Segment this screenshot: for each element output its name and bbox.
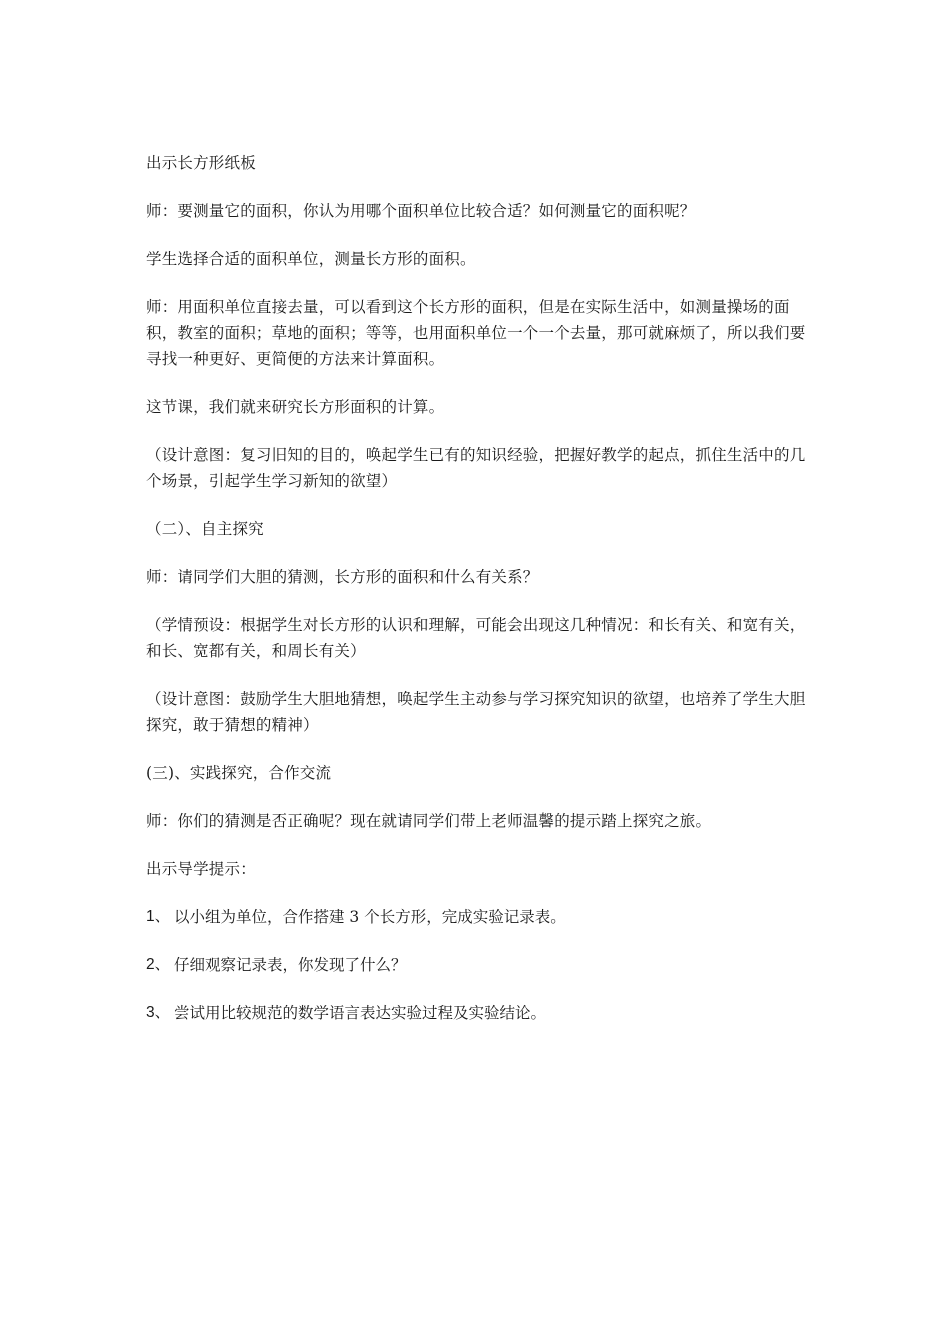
list-text: 仔细观察记录表，你发现了什么？ bbox=[174, 956, 407, 974]
list-number: 1、 bbox=[146, 908, 171, 925]
list-item bbox=[146, 904, 814, 930]
list-text: 尝试用比较规范的数学语言表达实验过程及实验结论。 bbox=[174, 1004, 547, 1022]
paragraph: 学生选择合适的面积单位，测量长方形的面积。 bbox=[146, 250, 476, 268]
paragraph: （学情预设：根据学生对长方形的认识和理解，可能会出现这几种情况：和长有关、和宽有关，和长、宽都有关，和周长有关） bbox=[146, 616, 806, 660]
paragraph: 出示长方形纸板 bbox=[146, 154, 256, 172]
paragraph: （设计意图：复习旧知的目的，唤起学生已有的知识经验，把握好教学的起点，抓住生活中的几个场景，引起学生学习新知的欲望） bbox=[146, 446, 806, 490]
list-number: 3、 bbox=[146, 1004, 171, 1021]
paragraph: 师：要测量它的面积，你认为用哪个面积单位比较合适？如何测量它的面积呢？ bbox=[146, 202, 696, 220]
document-body bbox=[146, 150, 814, 1048]
list-item bbox=[146, 952, 814, 978]
list-text: 以小组为单位，合作搭建 3 个长方形，完成实验记录表。 bbox=[174, 908, 566, 926]
paragraph: 出示导学提示： bbox=[146, 860, 256, 878]
list-number: 2、 bbox=[146, 956, 171, 973]
section-heading: （二）、自主探究 bbox=[146, 520, 264, 538]
paragraph: 这节课，我们就来研究长方形面积的计算。 bbox=[146, 398, 445, 416]
section-heading: (三)、实践探究，合作交流 bbox=[146, 764, 332, 782]
paragraph: 师：用面积单位直接去量，可以看到这个长方形的面积，但是在实际生活中，如测量操场的面积，教室的面积；草地的面积；等等，也用面积单位一个一个去量，那可就麻烦了，所以我们要寻找一种更好、更简便的方法来计算面积。 bbox=[146, 298, 806, 368]
paragraph: 师：你们的猜测是否正确呢？现在就请同学们带上老师温馨的提示踏上探究之旅。 bbox=[146, 812, 712, 830]
paragraph: 师：请同学们大胆的猜测，长方形的面积和什么有关系？ bbox=[146, 568, 539, 586]
list-item bbox=[146, 1000, 814, 1026]
paragraph: （设计意图：鼓励学生大胆地猜想，唤起学生主动参与学习探究知识的欲望，也培养了学生大胆探究，敢于猜想的精神） bbox=[146, 690, 806, 734]
